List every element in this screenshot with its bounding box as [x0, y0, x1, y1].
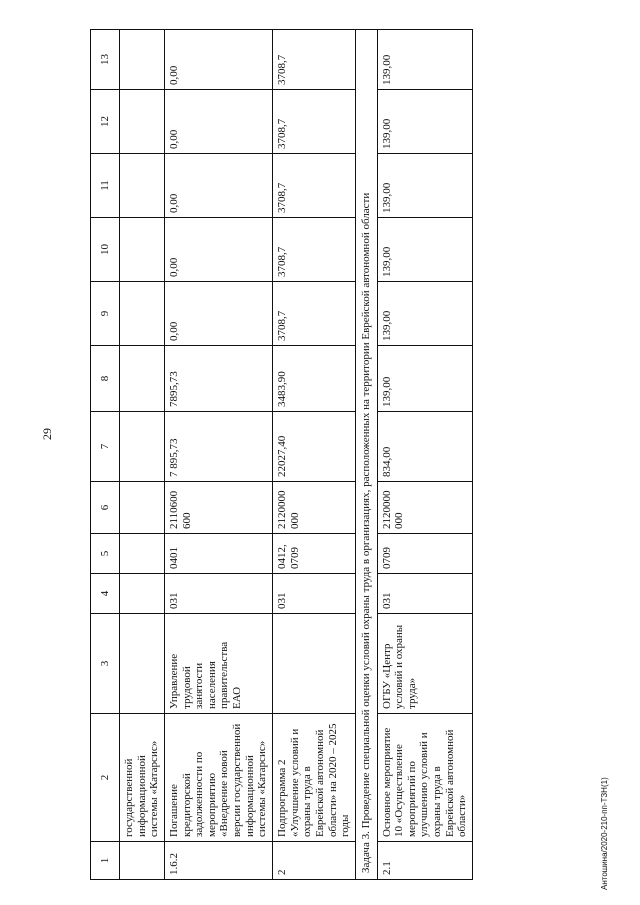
document-stamp: Антошина/2020-210-пп-ТЗН(1): [600, 777, 609, 890]
cell: 2110600 600: [164, 482, 272, 534]
cell: 0412, 0709: [273, 534, 356, 574]
column-header: 7: [91, 412, 120, 482]
cell: 139,00: [377, 154, 472, 218]
cell: 139,00: [377, 346, 472, 412]
cell: [120, 482, 165, 534]
cell: [120, 154, 165, 218]
cell: 0,00: [164, 154, 272, 218]
column-header: 5: [91, 534, 120, 574]
cell: 834,00: [377, 412, 472, 482]
cell: 0401: [164, 534, 272, 574]
cell: 0,00: [164, 90, 272, 154]
row-title: Подпрограмма 2 «Улучшение условий и охраны труда в Еврейской автономной области» на 2020 – 2025 годы: [273, 714, 356, 842]
table-row: [120, 30, 165, 880]
column-header: 3: [91, 614, 120, 714]
cell: 139,00: [377, 30, 472, 90]
cell: [120, 218, 165, 282]
cell: 0709: [377, 534, 472, 574]
cell: 031: [377, 574, 472, 614]
cell: [120, 574, 165, 614]
cell: [120, 30, 165, 90]
cell: 0,00: [164, 282, 272, 346]
cell: 139,00: [377, 90, 472, 154]
column-header: 10: [91, 218, 120, 282]
row-number: 2: [273, 842, 356, 880]
row-title: Основное мероприятие 10 «Осуществление мероприятий по улучшению условий и охраны труда в Еврейской автономной области»: [377, 714, 472, 842]
column-header: 9: [91, 282, 120, 346]
row-title: Погашение кредиторской задолженности по мероприятию «Внедрение новой версии государственной информационной системы «Катарсис»: [164, 714, 272, 842]
cell: 7 895,73: [164, 412, 272, 482]
budget-table: [90, 29, 473, 880]
column-header: 6: [91, 482, 120, 534]
cell: 0,00: [164, 30, 272, 90]
rotated-table-wrapper: [90, 30, 610, 880]
column-header: 11: [91, 154, 120, 218]
cell: 139,00: [377, 218, 472, 282]
cell: 031: [164, 574, 272, 614]
row-executor: ОГБУ «Центр условий и охраны труда»: [377, 614, 472, 714]
column-header: 2: [91, 714, 120, 842]
cell: 031: [273, 574, 356, 614]
row-number: 1.6.2: [164, 842, 272, 880]
task-row: [355, 30, 377, 880]
cell: [120, 90, 165, 154]
row-executor: [120, 614, 165, 714]
cell: 22027,40: [273, 412, 356, 482]
cell: 3708,7: [273, 30, 356, 90]
header-row: [91, 30, 120, 880]
cell: [120, 412, 165, 482]
cell: 2120000 000: [377, 482, 472, 534]
column-header: 1: [91, 842, 120, 880]
cell: 2120000 000: [273, 482, 356, 534]
row-number: [120, 842, 165, 880]
cell: 3483,90: [273, 346, 356, 412]
cell: 3708,7: [273, 90, 356, 154]
cell: 3708,7: [273, 218, 356, 282]
cell: 7895,73: [164, 346, 272, 412]
table-row: [377, 30, 472, 880]
cell: 0,00: [164, 218, 272, 282]
column-header: 12: [91, 90, 120, 154]
cell: 3708,7: [273, 154, 356, 218]
table-row: [164, 30, 272, 880]
task-title: Задача 3. Проведение специальной оценки условий охраны труда в организациях, расположенных на территории Еврейской автономной области: [355, 30, 377, 880]
column-header: 8: [91, 346, 120, 412]
cell: [120, 346, 165, 412]
cell: 3708,7: [273, 282, 356, 346]
cell: 139,00: [377, 282, 472, 346]
cell: [120, 282, 165, 346]
row-executor: Управление трудовой занятости населения правительства ЕАО: [164, 614, 272, 714]
page-number: 29: [40, 428, 54, 440]
column-header: 4: [91, 574, 120, 614]
row-title: государственной информационной системы «Катарсис»: [120, 714, 165, 842]
row-number: 2.1: [377, 842, 472, 880]
table-row: [273, 30, 356, 880]
column-header: 13: [91, 30, 120, 90]
row-executor: [273, 614, 356, 714]
cell: [120, 534, 165, 574]
